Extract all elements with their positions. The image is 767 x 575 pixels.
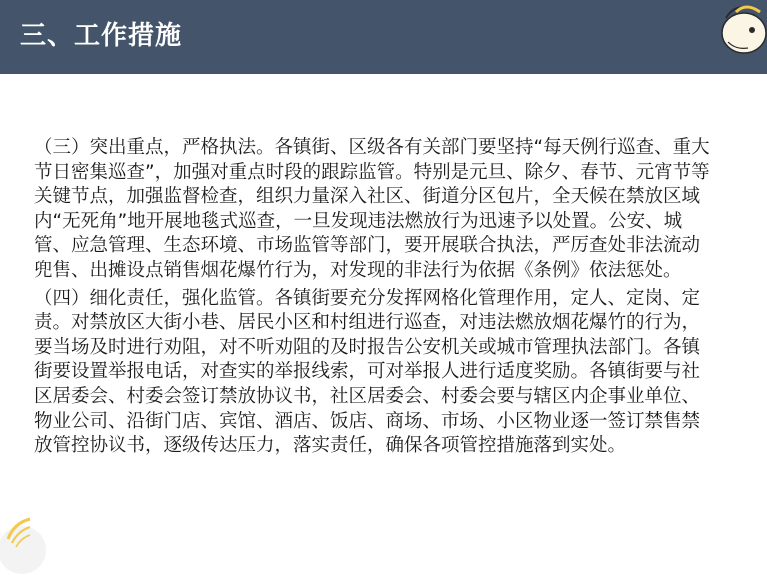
pufferfish-logo-icon: [712, 0, 767, 60]
slide-body: [34, 136, 714, 459]
paragraph-4: （四）细化责任，强化监管。各镇街要充分发挥网格化管理作用，定人、定岗、定责。对禁放区大街小巷、居民小区和村组进行巡查，对违法燃放烟花爆竹的行为，要当场及时进行劝阻，对不听劝阻的及时报告公安机关或城市管理执法部门。各镇街要设置举报电话，对查实的举报线索，可对举报人进行适度奖励。各镇街要与社区居委会、村委会签订禁放协议书，社区居委会、村委会要与辖区内企事业单位、物业公司、沿街门店、宾馆、酒店、饭店、商场、市场、小区物业逐一签订禁售禁放管控协议书，逐级传达压力，落实责任，确保各项管控措施落到实处。: [34, 287, 701, 457]
moon-swirl-icon: [0, 505, 60, 575]
paragraph-3: （三）突出重点，严格执法。各镇街、区级各有关部门要坚持“每天例行巡查、重大节日密集巡查”，加强对重点时段的跟踪监管。特别是元旦、除夕、春节、元宵节等关键节点，加强监督检查，组织力量深入社区、街道分区包片，全天候在禁放区域内“无死角”地开展地毯式巡查，一旦发现违法燃放行为迅速予以处置。公安、城管、应急管理、生态环境、市场监管等部门，要开展联合执法，严厉查处非法流动兜售、出摊设点销售烟花爆竹行为，对发现的非法行为依据《条例》依法惩处。: [34, 137, 710, 281]
title-bar: [0, 0, 767, 74]
slide-title: 三、工作措施: [20, 21, 183, 51]
